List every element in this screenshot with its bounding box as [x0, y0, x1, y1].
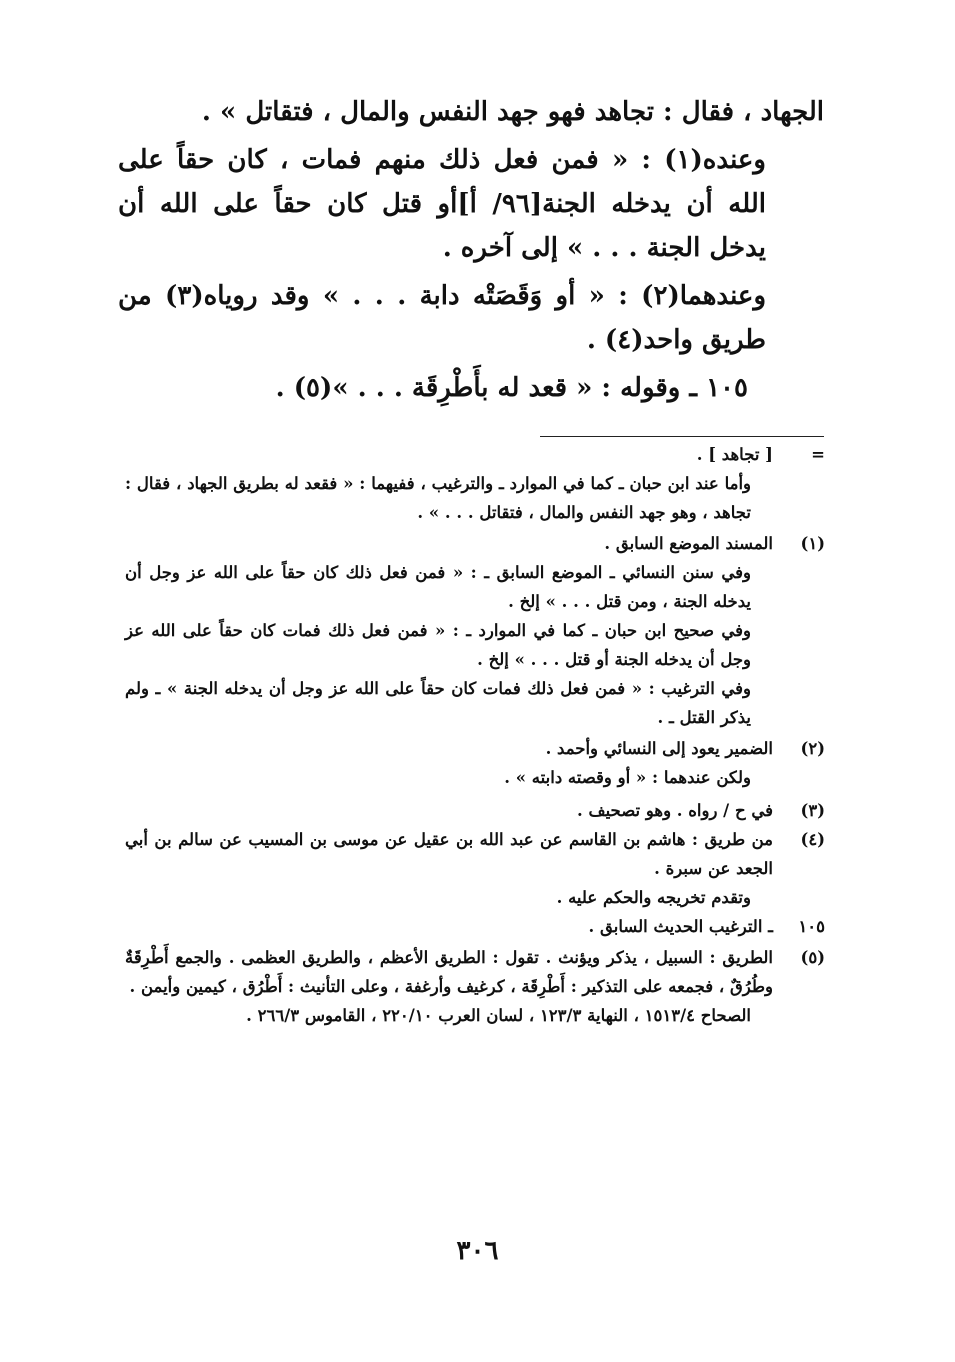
footnote-line: من طريق : هاشم بن القاسم عن عبد الله بن عقيل عن موسى بن المسيب عن سالم بن أبي الجعد عن سبرة . [125, 830, 773, 878]
footnote-number: (٣) [800, 801, 825, 820]
footnote-separator [540, 436, 824, 437]
footnote-line: وفي سنن النسائي ـ الموضع السابق ـ : « فمن فعل ذلك كان حقاً على الله عز وجل أن يدخله الجنة ، ومن قتل . . . » إلخ . [125, 563, 751, 611]
footnote-line: ـ الترغيب الحديث السابق . [588, 917, 773, 936]
footnote-number: (١) [800, 534, 825, 553]
footnote-continued [125, 440, 825, 527]
footnote-1 [125, 529, 825, 732]
footnote-line: المسند الموضع السابق . [604, 534, 773, 553]
footnote-line: وفي صحيح ابن حبان ـ كما في الموارد ـ : « فمن فعل ذلك فمات كان حقاً على الله عز وجل أن يدخله الجنة أو قتل . . . » إلخ . [125, 621, 751, 669]
footnote-line: ولكن عندهما : « أو وقصته دابته » . [504, 768, 751, 787]
main-text [118, 90, 824, 410]
footnote-line: وتقدم تخريجه والحكم عليه . [556, 888, 751, 907]
page-number: ٣٠٦ [456, 1236, 499, 1266]
footnote-line: وأما عند ابن حبان ـ كما في الموارد ـ والترغيب ، ففيهما : « فقعد له بطريق الجهاد ، فقال : تجاهد ، وهو جهد النفس والمال ، فتقاتل . . . » . [125, 474, 751, 522]
paragraph-3: وعندهما(٢) : « أو وَقَصَتْه دابة . . . » وقد روياه(٣) من طريق واحد(٤) . [118, 281, 766, 355]
footnote-line: الضمير يعود إلى النسائي وأحمد . [545, 739, 773, 758]
footnote-line: [ تجاهد ] . [696, 445, 773, 464]
footnote-3 [125, 796, 825, 825]
footnote-2 [125, 734, 825, 792]
footnote-number: (٢) [800, 739, 825, 758]
footnotes [125, 440, 825, 1030]
footnote-number: ١٠٥ [798, 917, 825, 936]
paragraph-1: الجهاد ، فقال : تجاهد فهو جهد النفس والمال ، فتقاتل » . [201, 97, 824, 127]
footnote-105 [125, 912, 825, 941]
footnote-4 [125, 825, 825, 912]
footnote-5 [125, 943, 825, 1030]
footnote-line: وفي الترغيب : « فمن فعل ذلك فمات كان حقاً على الله عز وجل أن يدخله الجنة » ـ ولم يذكر القتل ـ . [125, 679, 751, 727]
footnote-line: في ح / رواه . وهو تصحيف . [577, 801, 773, 820]
footnote-line: الطريق : السبيل ، يذكر ويؤنث . تقول : الطريق الأعظم ، والطريق العظمى . والجمع أَطْرِقَةٌ وطُرُقٌ ، فجمعه على التذكير : أَطْرِقَة ، كرغيف وأرغفة ، وعلى التأنيث : أَطْرُق ، كيمين وأيمن . [125, 948, 773, 996]
hadith-105: ١٠٥ ـ وقوله : « قعد له بأَطْرِقَة . . . »(٥) . [275, 373, 748, 403]
footnote-number: = [811, 445, 825, 464]
paragraph-2: وعنده(١) : « فمن فعل ذلك منهم فمات ، كان حقاً على الله أن يدخله الجنة[٩٦/ أ]أو قتل كان حقاً على الله أن يدخل الجنة . . . » إلى آخره . [118, 145, 766, 263]
footnote-number: (٥) [800, 948, 825, 967]
footnote-number: (٤) [800, 830, 825, 849]
footnote-line: الصحاح ١٥١٣/٤ ، النهاية ١٢٣/٣ ، لسان العرب ٢٢٠/١٠ ، القاموس ٢٦٦/٣ . [246, 1006, 751, 1025]
